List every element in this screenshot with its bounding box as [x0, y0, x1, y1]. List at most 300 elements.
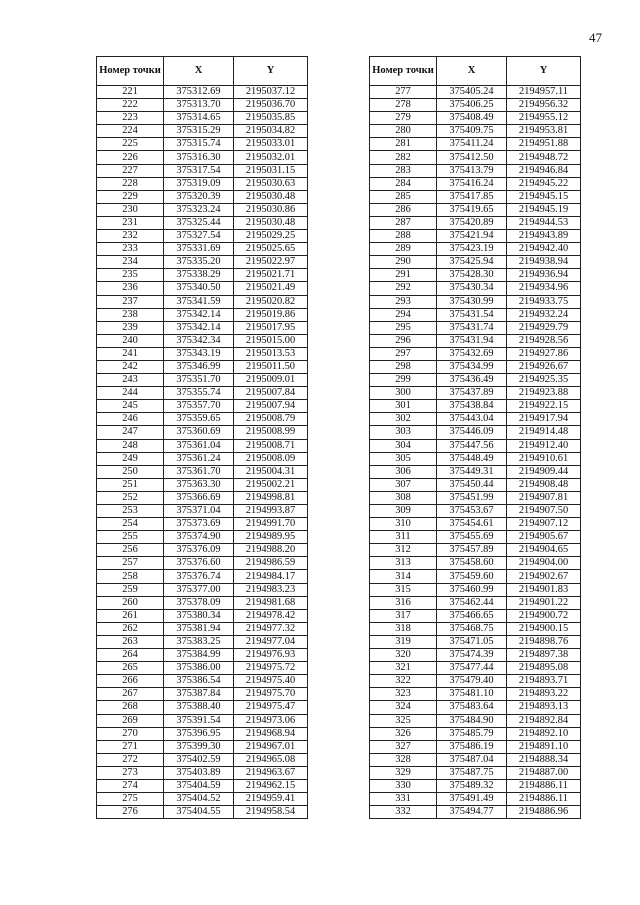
x-cell: 375466.65 [437, 609, 507, 622]
x-cell: 375405.24 [437, 86, 507, 99]
y-cell: 2194988.20 [234, 544, 308, 557]
point-number-cell: 325 [370, 714, 437, 727]
point-number-cell: 313 [370, 557, 437, 570]
x-cell: 375360.69 [164, 426, 234, 439]
y-cell: 2195033.01 [234, 138, 308, 151]
point-number-cell: 245 [97, 400, 164, 413]
header-y: Y [234, 57, 308, 86]
table-row [370, 439, 581, 452]
table-row [97, 701, 308, 714]
x-cell: 375378.09 [164, 596, 234, 609]
point-number-cell: 265 [97, 662, 164, 675]
x-cell: 375391.54 [164, 714, 234, 727]
x-cell: 375373.69 [164, 518, 234, 531]
table-row [370, 243, 581, 256]
table-row [370, 216, 581, 229]
table-row [97, 413, 308, 426]
x-cell: 375361.24 [164, 452, 234, 465]
table-row [97, 99, 308, 112]
header-x: X [437, 57, 507, 86]
x-cell: 375346.99 [164, 360, 234, 373]
x-cell: 375474.39 [437, 649, 507, 662]
table-row [97, 570, 308, 583]
y-cell: 2195007.94 [234, 400, 308, 413]
y-cell: 2194922.15 [507, 400, 581, 413]
x-cell: 375436.49 [437, 374, 507, 387]
table-row [370, 740, 581, 753]
x-cell: 375343.19 [164, 347, 234, 360]
table-row [97, 505, 308, 518]
table-row [97, 243, 308, 256]
y-cell: 2195009.01 [234, 374, 308, 387]
y-cell: 2194912.40 [507, 439, 581, 452]
y-cell: 2194923.88 [507, 387, 581, 400]
table-row [97, 609, 308, 622]
x-cell: 375335.20 [164, 256, 234, 269]
table-row [370, 793, 581, 806]
y-cell: 2194925.35 [507, 374, 581, 387]
table-row [97, 779, 308, 792]
point-number-cell: 251 [97, 478, 164, 491]
header-y: Y [507, 57, 581, 86]
x-cell: 375396.95 [164, 727, 234, 740]
x-cell: 375404.52 [164, 793, 234, 806]
y-cell: 2195030.63 [234, 177, 308, 190]
point-number-cell: 284 [370, 177, 437, 190]
x-cell: 375432.69 [437, 347, 507, 360]
point-number-cell: 273 [97, 766, 164, 779]
table-row [97, 164, 308, 177]
x-cell: 375319.09 [164, 177, 234, 190]
point-number-cell: 269 [97, 714, 164, 727]
table-row [97, 452, 308, 465]
table-row [97, 714, 308, 727]
y-cell: 2194957.11 [507, 86, 581, 99]
point-number-cell: 280 [370, 125, 437, 138]
x-cell: 375417.85 [437, 190, 507, 203]
table-row [370, 531, 581, 544]
y-cell: 2194886.96 [507, 806, 581, 819]
table-row [97, 557, 308, 570]
y-cell: 2195030.48 [234, 190, 308, 203]
point-number-cell: 236 [97, 282, 164, 295]
table-row [370, 714, 581, 727]
y-cell: 2194942.40 [507, 243, 581, 256]
point-number-cell: 305 [370, 452, 437, 465]
header-point-number: Номер точки [370, 57, 437, 86]
header-x: X [164, 57, 234, 86]
y-cell: 2194904.65 [507, 544, 581, 557]
x-cell: 375313.70 [164, 99, 234, 112]
y-cell: 2195034.82 [234, 125, 308, 138]
table-row [97, 688, 308, 701]
y-cell: 2195017.95 [234, 321, 308, 334]
y-cell: 2195021.71 [234, 269, 308, 282]
y-cell: 2194968.94 [234, 727, 308, 740]
x-cell: 375489.32 [437, 779, 507, 792]
point-number-cell: 254 [97, 518, 164, 531]
y-cell: 2195037.12 [234, 86, 308, 99]
table-body [97, 86, 308, 819]
y-cell: 2194962.15 [234, 779, 308, 792]
y-cell: 2194909.44 [507, 465, 581, 478]
y-cell: 2195008.71 [234, 439, 308, 452]
y-cell: 2194895.08 [507, 662, 581, 675]
x-cell: 375374.90 [164, 531, 234, 544]
coordinates-table-right [369, 56, 581, 819]
point-number-cell: 279 [370, 112, 437, 125]
x-cell: 375491.49 [437, 793, 507, 806]
x-cell: 375380.34 [164, 609, 234, 622]
point-number-cell: 257 [97, 557, 164, 570]
y-cell: 2194900.15 [507, 622, 581, 635]
coordinates-table-left [96, 56, 308, 819]
point-number-cell: 278 [370, 99, 437, 112]
y-cell: 2194975.72 [234, 662, 308, 675]
point-number-cell: 258 [97, 570, 164, 583]
table-row [97, 544, 308, 557]
point-number-cell: 248 [97, 439, 164, 452]
x-cell: 375487.04 [437, 753, 507, 766]
x-cell: 375399.30 [164, 740, 234, 753]
x-cell: 375419.65 [437, 203, 507, 216]
x-cell: 375451.99 [437, 491, 507, 504]
x-cell: 375377.00 [164, 583, 234, 596]
table-header-row [97, 57, 308, 86]
point-number-cell: 301 [370, 400, 437, 413]
point-number-cell: 309 [370, 505, 437, 518]
y-cell: 2195015.00 [234, 334, 308, 347]
point-number-cell: 243 [97, 374, 164, 387]
table-header-row [370, 57, 581, 86]
y-cell: 2194901.83 [507, 583, 581, 596]
y-cell: 2195021.49 [234, 282, 308, 295]
point-number-cell: 320 [370, 649, 437, 662]
x-cell: 375331.69 [164, 243, 234, 256]
table-row [97, 138, 308, 151]
table-row [97, 675, 308, 688]
point-number-cell: 287 [370, 216, 437, 229]
x-cell: 375366.69 [164, 491, 234, 504]
x-cell: 375450.44 [437, 478, 507, 491]
y-cell: 2194977.04 [234, 635, 308, 648]
point-number-cell: 315 [370, 583, 437, 596]
point-number-cell: 300 [370, 387, 437, 400]
y-cell: 2194914.48 [507, 426, 581, 439]
x-cell: 375485.79 [437, 727, 507, 740]
table-row [97, 766, 308, 779]
table-row [97, 216, 308, 229]
point-number-cell: 327 [370, 740, 437, 753]
table-row [97, 86, 308, 99]
point-number-cell: 288 [370, 230, 437, 243]
point-number-cell: 292 [370, 282, 437, 295]
y-cell: 2194945.19 [507, 203, 581, 216]
table-row [97, 649, 308, 662]
point-number-cell: 266 [97, 675, 164, 688]
x-cell: 375386.54 [164, 675, 234, 688]
table-row [370, 295, 581, 308]
table-row [370, 387, 581, 400]
table-row [370, 570, 581, 583]
point-number-cell: 306 [370, 465, 437, 478]
y-cell: 2194938.94 [507, 256, 581, 269]
point-number-cell: 310 [370, 518, 437, 531]
x-cell: 375388.40 [164, 701, 234, 714]
y-cell: 2195020.82 [234, 295, 308, 308]
table-row [97, 518, 308, 531]
x-cell: 375363.30 [164, 478, 234, 491]
point-number-cell: 228 [97, 177, 164, 190]
y-cell: 2194959.41 [234, 793, 308, 806]
y-cell: 2195002.21 [234, 478, 308, 491]
x-cell: 375327.54 [164, 230, 234, 243]
point-number-cell: 293 [370, 295, 437, 308]
x-cell: 375449.31 [437, 465, 507, 478]
table-row [97, 334, 308, 347]
y-cell: 2194900.72 [507, 609, 581, 622]
y-cell: 2194929.79 [507, 321, 581, 334]
y-cell: 2195008.99 [234, 426, 308, 439]
y-cell: 2194986.59 [234, 557, 308, 570]
y-cell: 2194886.11 [507, 779, 581, 792]
y-cell: 2194944.53 [507, 216, 581, 229]
y-cell: 2194965.08 [234, 753, 308, 766]
table-row [97, 753, 308, 766]
y-cell: 2194946.84 [507, 164, 581, 177]
y-cell: 2194928.56 [507, 334, 581, 347]
y-cell: 2194977.32 [234, 622, 308, 635]
point-number-cell: 302 [370, 413, 437, 426]
y-cell: 2194975.40 [234, 675, 308, 688]
x-cell: 375431.54 [437, 308, 507, 321]
y-cell: 2194907.12 [507, 518, 581, 531]
y-cell: 2194963.67 [234, 766, 308, 779]
x-cell: 375383.25 [164, 635, 234, 648]
x-cell: 375425.94 [437, 256, 507, 269]
x-cell: 375341.59 [164, 295, 234, 308]
point-number-cell: 330 [370, 779, 437, 792]
table-row [97, 295, 308, 308]
table-row [97, 806, 308, 819]
x-cell: 375420.89 [437, 216, 507, 229]
table-row [370, 230, 581, 243]
point-number-cell: 256 [97, 544, 164, 557]
point-number-cell: 246 [97, 413, 164, 426]
point-number-cell: 297 [370, 347, 437, 360]
x-cell: 375416.24 [437, 177, 507, 190]
point-number-cell: 234 [97, 256, 164, 269]
x-cell: 375359.65 [164, 413, 234, 426]
y-cell: 2194998.81 [234, 491, 308, 504]
point-number-cell: 224 [97, 125, 164, 138]
point-number-cell: 275 [97, 793, 164, 806]
point-number-cell: 277 [370, 86, 437, 99]
table-row [370, 360, 581, 373]
y-cell: 2194897.38 [507, 649, 581, 662]
y-cell: 2195030.48 [234, 216, 308, 229]
point-number-cell: 329 [370, 766, 437, 779]
y-cell: 2194945.15 [507, 190, 581, 203]
x-cell: 375386.00 [164, 662, 234, 675]
point-number-cell: 296 [370, 334, 437, 347]
y-cell: 2195004.31 [234, 465, 308, 478]
x-cell: 375355.74 [164, 387, 234, 400]
y-cell: 2194981.68 [234, 596, 308, 609]
x-cell: 375403.89 [164, 766, 234, 779]
x-cell: 375323.24 [164, 203, 234, 216]
y-cell: 2194991.70 [234, 518, 308, 531]
point-number-cell: 261 [97, 609, 164, 622]
table-row [97, 256, 308, 269]
table-row [370, 177, 581, 190]
point-number-cell: 259 [97, 583, 164, 596]
y-cell: 2195036.70 [234, 99, 308, 112]
table-row [370, 138, 581, 151]
table-row [370, 635, 581, 648]
point-number-cell: 311 [370, 531, 437, 544]
point-number-cell: 286 [370, 203, 437, 216]
table-row [370, 478, 581, 491]
y-cell: 2194927.86 [507, 347, 581, 360]
x-cell: 375434.99 [437, 360, 507, 373]
point-number-cell: 332 [370, 806, 437, 819]
x-cell: 375468.75 [437, 622, 507, 635]
y-cell: 2194933.75 [507, 295, 581, 308]
table-row [370, 505, 581, 518]
y-cell: 2194902.67 [507, 570, 581, 583]
point-number-cell: 249 [97, 452, 164, 465]
point-number-cell: 242 [97, 360, 164, 373]
y-cell: 2194891.10 [507, 740, 581, 753]
point-number-cell: 227 [97, 164, 164, 177]
y-cell: 2195032.01 [234, 151, 308, 164]
table-row [370, 112, 581, 125]
y-cell: 2194993.87 [234, 505, 308, 518]
x-cell: 375483.64 [437, 701, 507, 714]
table-row [370, 400, 581, 413]
y-cell: 2195022.97 [234, 256, 308, 269]
point-number-cell: 331 [370, 793, 437, 806]
point-number-cell: 324 [370, 701, 437, 714]
table-row [370, 688, 581, 701]
y-cell: 2194886.11 [507, 793, 581, 806]
point-number-cell: 233 [97, 243, 164, 256]
y-cell: 2194975.70 [234, 688, 308, 701]
x-cell: 375357.70 [164, 400, 234, 413]
x-cell: 375448.49 [437, 452, 507, 465]
x-cell: 375404.55 [164, 806, 234, 819]
table-row [370, 544, 581, 557]
x-cell: 375342.14 [164, 308, 234, 321]
point-number-cell: 223 [97, 112, 164, 125]
table-row [97, 125, 308, 138]
table-row [97, 727, 308, 740]
table-row [97, 491, 308, 504]
point-number-cell: 253 [97, 505, 164, 518]
x-cell: 375430.34 [437, 282, 507, 295]
point-number-cell: 285 [370, 190, 437, 203]
table-row [97, 374, 308, 387]
y-cell: 2194983.23 [234, 583, 308, 596]
point-number-cell: 255 [97, 531, 164, 544]
x-cell: 375453.67 [437, 505, 507, 518]
x-cell: 375408.49 [437, 112, 507, 125]
x-cell: 375325.44 [164, 216, 234, 229]
y-cell: 2194932.24 [507, 308, 581, 321]
table-row [370, 374, 581, 387]
x-cell: 375381.94 [164, 622, 234, 635]
x-cell: 375402.59 [164, 753, 234, 766]
x-cell: 375479.40 [437, 675, 507, 688]
x-cell: 375431.74 [437, 321, 507, 334]
point-number-cell: 263 [97, 635, 164, 648]
y-cell: 2194907.50 [507, 505, 581, 518]
table-row [370, 596, 581, 609]
table-row [97, 439, 308, 452]
table-row [370, 413, 581, 426]
x-cell: 375460.99 [437, 583, 507, 596]
x-cell: 375371.04 [164, 505, 234, 518]
table-row [370, 164, 581, 177]
x-cell: 375431.94 [437, 334, 507, 347]
table-row [97, 740, 308, 753]
y-cell: 2194951.88 [507, 138, 581, 151]
point-number-cell: 262 [97, 622, 164, 635]
point-number-cell: 289 [370, 243, 437, 256]
point-number-cell: 222 [97, 99, 164, 112]
x-cell: 375316.30 [164, 151, 234, 164]
point-number-cell: 295 [370, 321, 437, 334]
table-row [370, 334, 581, 347]
table-row [370, 86, 581, 99]
y-cell: 2194973.06 [234, 714, 308, 727]
y-cell: 2194887.00 [507, 766, 581, 779]
x-cell: 375315.74 [164, 138, 234, 151]
point-number-cell: 260 [97, 596, 164, 609]
x-cell: 375376.74 [164, 570, 234, 583]
y-cell: 2194936.94 [507, 269, 581, 282]
x-cell: 375412.50 [437, 151, 507, 164]
point-number-cell: 276 [97, 806, 164, 819]
x-cell: 375314.65 [164, 112, 234, 125]
y-cell: 2194908.48 [507, 478, 581, 491]
x-cell: 375486.19 [437, 740, 507, 753]
x-cell: 375340.50 [164, 282, 234, 295]
point-number-cell: 314 [370, 570, 437, 583]
x-cell: 375437.89 [437, 387, 507, 400]
y-cell: 2194955.12 [507, 112, 581, 125]
point-number-cell: 328 [370, 753, 437, 766]
y-cell: 2195029.25 [234, 230, 308, 243]
x-cell: 375477.44 [437, 662, 507, 675]
y-cell: 2194976.93 [234, 649, 308, 662]
table-row [97, 531, 308, 544]
x-cell: 375342.14 [164, 321, 234, 334]
table-row [97, 426, 308, 439]
point-number-cell: 290 [370, 256, 437, 269]
table-row [370, 583, 581, 596]
table-row [370, 308, 581, 321]
y-cell: 2194958.54 [234, 806, 308, 819]
table-row [97, 635, 308, 648]
x-cell: 375462.44 [437, 596, 507, 609]
y-cell: 2194892.84 [507, 714, 581, 727]
x-cell: 375317.54 [164, 164, 234, 177]
y-cell: 2194904.00 [507, 557, 581, 570]
table-row [97, 360, 308, 373]
y-cell: 2195031.15 [234, 164, 308, 177]
